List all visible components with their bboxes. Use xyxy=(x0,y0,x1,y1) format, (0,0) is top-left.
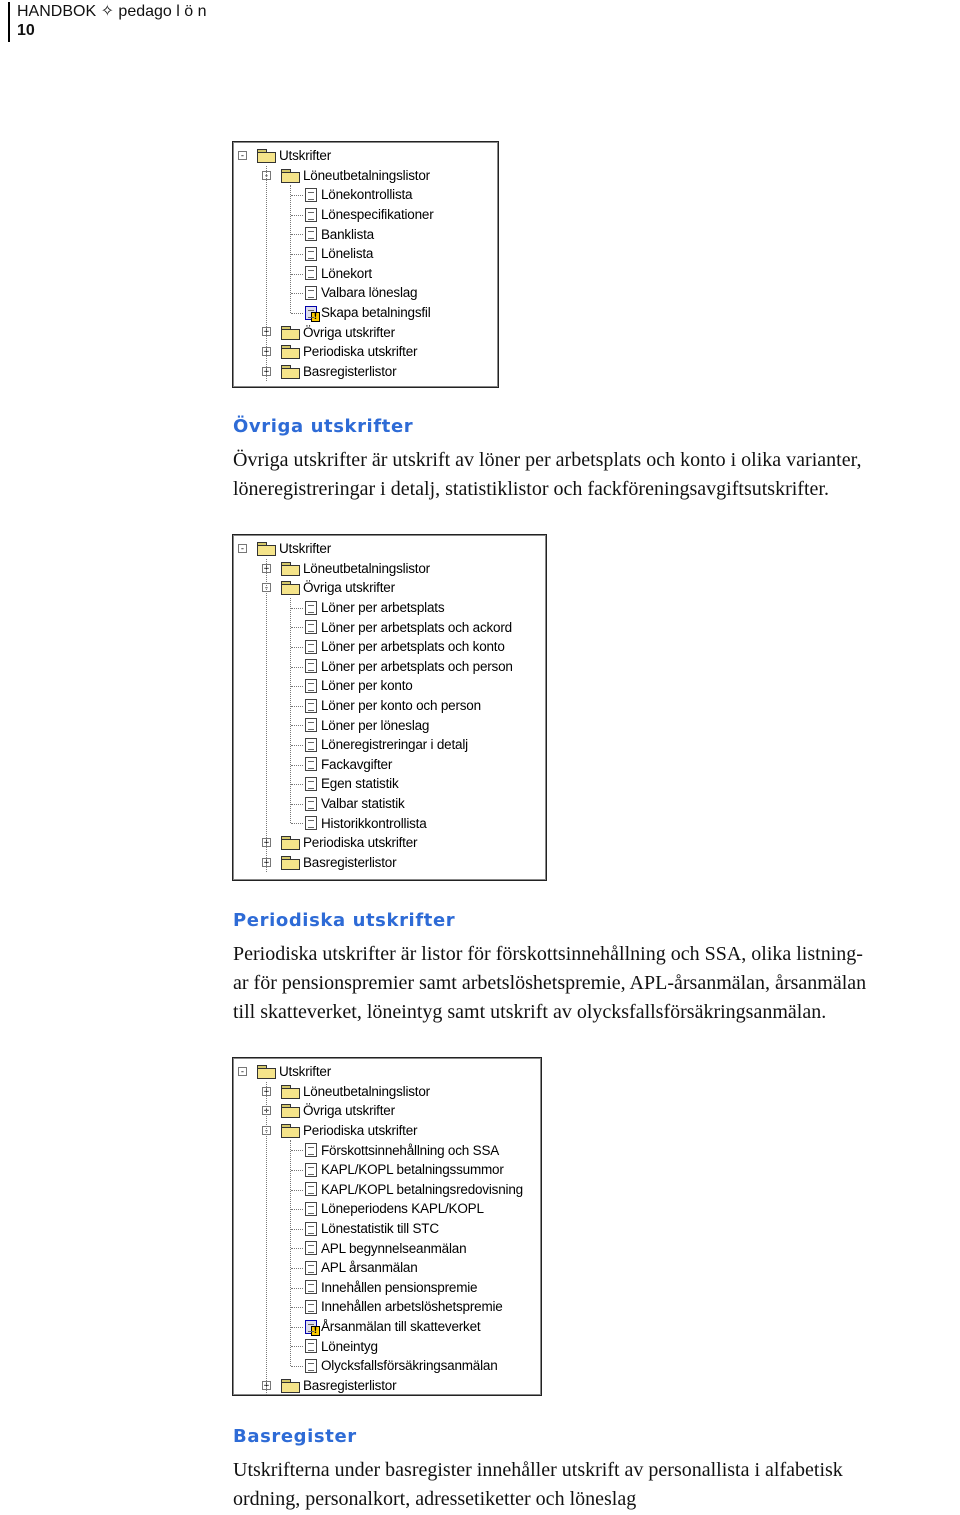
folder-icon xyxy=(281,1124,299,1137)
tree-connector xyxy=(291,686,303,687)
tree-report-node[interactable] xyxy=(305,617,512,637)
tree-report-node[interactable] xyxy=(305,1297,503,1317)
tree-connector xyxy=(291,1209,303,1210)
tree-node-label: Löneutbetalningslistor xyxy=(303,167,430,183)
tree-folder-node[interactable] xyxy=(281,1121,417,1141)
tree-connector xyxy=(291,313,303,314)
tree-view-utskrifter-2[interactable] xyxy=(232,534,547,881)
report-icon xyxy=(305,1202,317,1216)
tree-connector xyxy=(291,234,303,235)
tree-connector xyxy=(291,667,303,668)
tree-connector xyxy=(291,823,303,824)
tree-folder-node[interactable] xyxy=(281,362,396,382)
text-line: ar för pensionspremier samt arbetslöshetspremie, APL-årsanmälan, årsanmälan xyxy=(233,972,867,994)
folder-icon xyxy=(257,149,275,162)
report-icon xyxy=(305,640,317,654)
tree-node-label: Löner per löneslag xyxy=(321,717,430,733)
tree-node-label: Banklista xyxy=(321,226,374,242)
report-icon xyxy=(305,601,317,615)
report-icon xyxy=(305,699,317,713)
tree-folder-node[interactable] xyxy=(281,1082,430,1102)
folder-icon xyxy=(281,562,299,575)
tree-folder-node[interactable] xyxy=(281,578,395,598)
report-icon xyxy=(305,227,317,241)
tree-folder-node[interactable] xyxy=(281,166,430,186)
tree-report-node[interactable] xyxy=(305,283,417,303)
tree-folder-node[interactable] xyxy=(257,1062,331,1082)
report-warning-icon xyxy=(305,306,317,320)
expand-toggle-icon[interactable]: + xyxy=(263,327,270,338)
tree-connector xyxy=(291,745,303,746)
expand-toggle-icon[interactable]: + xyxy=(263,838,270,848)
tree-connector xyxy=(291,784,303,785)
tree-node-label: Periodiska utskrifter xyxy=(303,344,418,360)
tree-node-label: Valbar statistik xyxy=(321,796,405,812)
folder-icon xyxy=(257,542,275,555)
report-icon xyxy=(305,757,317,771)
tree-report-node[interactable] xyxy=(305,1219,439,1239)
tree-node-label: Utskrifter xyxy=(279,148,332,164)
tree-connector xyxy=(291,215,303,216)
tree-node-label: Utskrifter xyxy=(279,541,332,557)
tree-connector xyxy=(266,1082,267,1396)
report-icon xyxy=(305,1143,317,1157)
tree-connector xyxy=(291,1248,303,1249)
tree-report-node[interactable] xyxy=(305,264,372,284)
tree-node-label: Löneregistreringar i detalj xyxy=(321,737,468,753)
tree-connector xyxy=(291,1229,303,1230)
tree-report-node[interactable] xyxy=(305,1356,498,1376)
tree-node-label: Valbara löneslag xyxy=(321,285,418,301)
report-icon xyxy=(305,1163,317,1177)
report-icon xyxy=(305,1280,317,1294)
report-icon xyxy=(305,247,317,261)
tree-report-node[interactable] xyxy=(305,657,513,677)
section-heading-periodiska: Periodiska utskrifter xyxy=(233,910,456,931)
tree-folder-node[interactable] xyxy=(281,1376,396,1396)
tree-report-node[interactable] xyxy=(305,696,481,716)
tree-connector xyxy=(291,1170,303,1171)
expand-toggle-icon[interactable]: + xyxy=(263,1086,270,1097)
tree-report-node[interactable] xyxy=(305,794,405,814)
collapse-toggle-icon[interactable]: - xyxy=(239,544,246,554)
tree-view-utskrifter-1[interactable] xyxy=(232,141,499,388)
text-line: ordning, personalkort, adressetiketter och löneslag xyxy=(233,1488,637,1510)
report-icon xyxy=(305,208,317,222)
expand-toggle-icon[interactable]: + xyxy=(263,1106,270,1117)
tree-folder-node[interactable] xyxy=(257,539,331,559)
report-icon xyxy=(305,816,317,830)
collapse-toggle-icon[interactable]: - xyxy=(239,1067,246,1077)
expand-toggle-icon[interactable]: + xyxy=(263,563,270,574)
section-text-periodiska xyxy=(233,940,958,1027)
tree-report-node[interactable] xyxy=(305,1160,504,1180)
tree-connector xyxy=(290,1140,291,1366)
report-warning-icon xyxy=(305,1320,317,1334)
tree-folder-node[interactable] xyxy=(257,146,331,166)
tree-node-label: Innehållen pensionspremie xyxy=(321,1279,478,1295)
report-icon xyxy=(305,718,317,732)
tree-node-label: KAPL/KOPL betalningsredovisning xyxy=(321,1181,523,1197)
tree-report-node[interactable] xyxy=(305,774,399,794)
report-icon xyxy=(305,188,317,202)
tree-report-node[interactable] xyxy=(305,715,429,735)
tree-report-node[interactable] xyxy=(305,185,412,205)
text-line: Övriga utskrifter är utskrift av löner per arbetsplats och konto i olika varianter, xyxy=(233,449,862,471)
tree-node-label: Löner per arbetsplats och konto xyxy=(321,639,505,655)
section-heading-basregister: Basregister xyxy=(233,1426,357,1447)
folder-icon xyxy=(281,365,299,378)
tree-connector xyxy=(291,1190,303,1191)
tree-report-node[interactable] xyxy=(305,205,434,225)
report-icon xyxy=(305,1339,317,1353)
tree-folder-node[interactable] xyxy=(281,322,395,342)
tree-report-node[interactable] xyxy=(305,735,468,755)
tree-connector xyxy=(291,1366,303,1367)
tree-node-label: Löner per arbetsplats och person xyxy=(321,658,513,674)
tree-report-node[interactable] xyxy=(305,755,392,775)
tree-node-label: Årsanmälan till skatteverket xyxy=(321,1319,481,1335)
tree-connector xyxy=(291,293,303,294)
folder-icon xyxy=(281,345,299,358)
text-line: till skatteverket, löneintyg samt utskrift av olycksfallsförsäkringsanmälan. xyxy=(233,1001,827,1023)
folder-icon xyxy=(281,856,299,869)
tree-connector xyxy=(291,1268,303,1269)
tree-connector xyxy=(291,804,303,805)
collapse-toggle-icon[interactable]: - xyxy=(263,583,270,594)
section-text-ovriga xyxy=(233,446,958,504)
report-icon xyxy=(305,679,317,693)
page-header xyxy=(8,2,207,42)
tree-connector xyxy=(291,647,303,648)
tree-node-label: Övriga utskrifter xyxy=(303,580,395,596)
tree-connector xyxy=(291,274,303,275)
tree-node-label: Löneutbetalningslistor xyxy=(303,1083,430,1099)
tree-report-node[interactable] xyxy=(305,676,413,696)
tree-node-label: Lönekontrollista xyxy=(321,187,413,203)
tree-report-node[interactable] xyxy=(305,813,427,833)
collapse-toggle-icon[interactable]: - xyxy=(239,151,246,161)
folder-icon xyxy=(281,1379,299,1392)
tree-connector xyxy=(291,1346,303,1347)
folder-icon xyxy=(257,1065,275,1078)
report-icon xyxy=(305,797,317,811)
tree-node-label: Basregisterlistor xyxy=(303,363,397,379)
tree-connector xyxy=(291,1150,303,1151)
tree-connector xyxy=(266,166,267,382)
tree-node-label: Löneutbetalningslistor xyxy=(303,560,430,576)
expand-toggle-icon[interactable]: + xyxy=(263,347,270,357)
tree-report-node[interactable] xyxy=(305,1199,484,1219)
section-heading-ovriga: Övriga utskrifter xyxy=(233,416,414,437)
tree-report-node[interactable] xyxy=(305,1258,418,1278)
report-icon xyxy=(305,1182,317,1196)
tree-report-node[interactable] xyxy=(305,1238,466,1258)
tree-view-utskrifter-3[interactable] xyxy=(232,1057,542,1396)
tree-connector xyxy=(291,725,303,726)
tree-node-label: APL begynnelseanmälan xyxy=(321,1240,467,1256)
tree-node-label: APL årsanmälan xyxy=(321,1260,418,1276)
report-icon xyxy=(305,286,317,300)
tree-report-node[interactable] xyxy=(305,1336,378,1356)
folder-icon xyxy=(281,326,299,339)
text-line: Utskrifterna under basregister innehåller utskrift av personallista i alfabetisk xyxy=(233,1459,843,1481)
tree-node-label: Löner per konto och person xyxy=(321,698,481,714)
tree-node-label: Löner per arbetsplats xyxy=(321,600,445,616)
tree-node-label: Utskrifter xyxy=(279,1064,332,1080)
tree-connector xyxy=(291,1307,303,1308)
tree-node-label: Löneintyg xyxy=(321,1338,378,1354)
expand-toggle-icon[interactable]: + xyxy=(263,1380,270,1391)
tree-node-label: Fackavgifter xyxy=(321,756,393,772)
folder-icon xyxy=(281,581,299,594)
tree-node-label: Periodiska utskrifter xyxy=(303,1123,418,1139)
report-icon xyxy=(305,659,317,673)
tree-node-label: Lönespecifikationer xyxy=(321,207,434,223)
tree-node-label: Löneperiodens KAPL/KOPL xyxy=(321,1201,484,1217)
report-icon xyxy=(305,266,317,280)
tree-connector xyxy=(290,598,291,824)
collapse-toggle-icon[interactable]: - xyxy=(263,1125,270,1136)
tree-node-label: Lönelista xyxy=(321,246,374,262)
tree-report-node[interactable] xyxy=(305,303,431,323)
tree-report-node[interactable] xyxy=(305,1317,480,1337)
tree-connector xyxy=(291,765,303,766)
text-line: löneregistreringar i detalj, statistiklistor och fackföreningsavgiftsutskrifter. xyxy=(233,478,829,500)
tree-node-label: Övriga utskrifter xyxy=(303,1103,395,1119)
tree-node-label: Övriga utskrifter xyxy=(303,324,395,340)
expand-toggle-icon[interactable]: + xyxy=(263,366,270,377)
report-icon xyxy=(305,1359,317,1373)
report-icon xyxy=(305,1261,317,1275)
tree-connector xyxy=(266,559,267,873)
tree-folder-node[interactable] xyxy=(281,833,417,853)
tree-connector xyxy=(291,1327,303,1328)
tree-node-label: Lönestatistik till STC xyxy=(321,1221,439,1237)
tree-node-label: Skapa betalningsfil xyxy=(321,305,431,321)
tree-report-node[interactable] xyxy=(305,1278,477,1298)
section-text-basregister xyxy=(233,1456,958,1514)
folder-icon xyxy=(281,1104,299,1117)
text-line: Periodiska utskrifter är listor för förskottsinnehållning och SSA, olika listning- xyxy=(233,943,863,965)
report-icon xyxy=(305,777,317,791)
report-icon xyxy=(305,1222,317,1236)
tree-node-label: Lönekort xyxy=(321,265,372,281)
expand-toggle-icon[interactable]: + xyxy=(263,857,270,868)
tree-connector xyxy=(291,608,303,609)
report-icon xyxy=(305,1300,317,1314)
tree-node-label: Historikkontrollista xyxy=(321,815,427,831)
tree-node-label: Förskottsinnehållning och SSA xyxy=(321,1142,500,1158)
tree-report-node[interactable] xyxy=(305,1140,499,1160)
tree-connector xyxy=(291,195,303,196)
folder-icon xyxy=(281,836,299,849)
tree-report-node[interactable] xyxy=(305,1180,523,1200)
tree-node-label: Löner per konto xyxy=(321,678,413,694)
tree-connector xyxy=(291,627,303,628)
tree-node-label: Innehållen arbetslöshetspremie xyxy=(321,1299,503,1315)
report-icon xyxy=(305,620,317,634)
tree-connector xyxy=(290,185,291,313)
tree-node-label: Egen statistik xyxy=(321,776,399,792)
tree-folder-node[interactable] xyxy=(281,853,396,873)
tree-connector xyxy=(291,706,303,707)
header-title: HANDBOK ✧ pedago l ö n xyxy=(17,3,207,20)
tree-folder-node[interactable] xyxy=(281,559,430,579)
tree-node-label: KAPL/KOPL betalningssummor xyxy=(321,1162,504,1178)
tree-report-node[interactable] xyxy=(305,637,505,657)
folder-icon xyxy=(281,169,299,182)
tree-node-label: Periodiska utskrifter xyxy=(303,835,418,851)
collapse-toggle-icon[interactable]: - xyxy=(263,170,270,181)
report-icon xyxy=(305,1241,317,1255)
tree-report-node[interactable] xyxy=(305,224,374,244)
tree-folder-node[interactable] xyxy=(281,1101,395,1121)
tree-node-label: Basregisterlistor xyxy=(303,854,397,870)
tree-node-label: Löner per arbetsplats och ackord xyxy=(321,619,512,635)
tree-node-label: Basregisterlistor xyxy=(303,1377,397,1393)
tree-connector xyxy=(291,1288,303,1289)
report-icon xyxy=(305,738,317,752)
tree-folder-node[interactable] xyxy=(281,342,417,362)
page-number: 10 xyxy=(17,22,35,39)
tree-connector xyxy=(291,254,303,255)
tree-node-label: Olycksfallsförsäkringsanmälan xyxy=(321,1358,498,1374)
tree-report-node[interactable] xyxy=(305,244,373,264)
tree-report-node[interactable] xyxy=(305,598,444,618)
folder-icon xyxy=(281,1085,299,1098)
